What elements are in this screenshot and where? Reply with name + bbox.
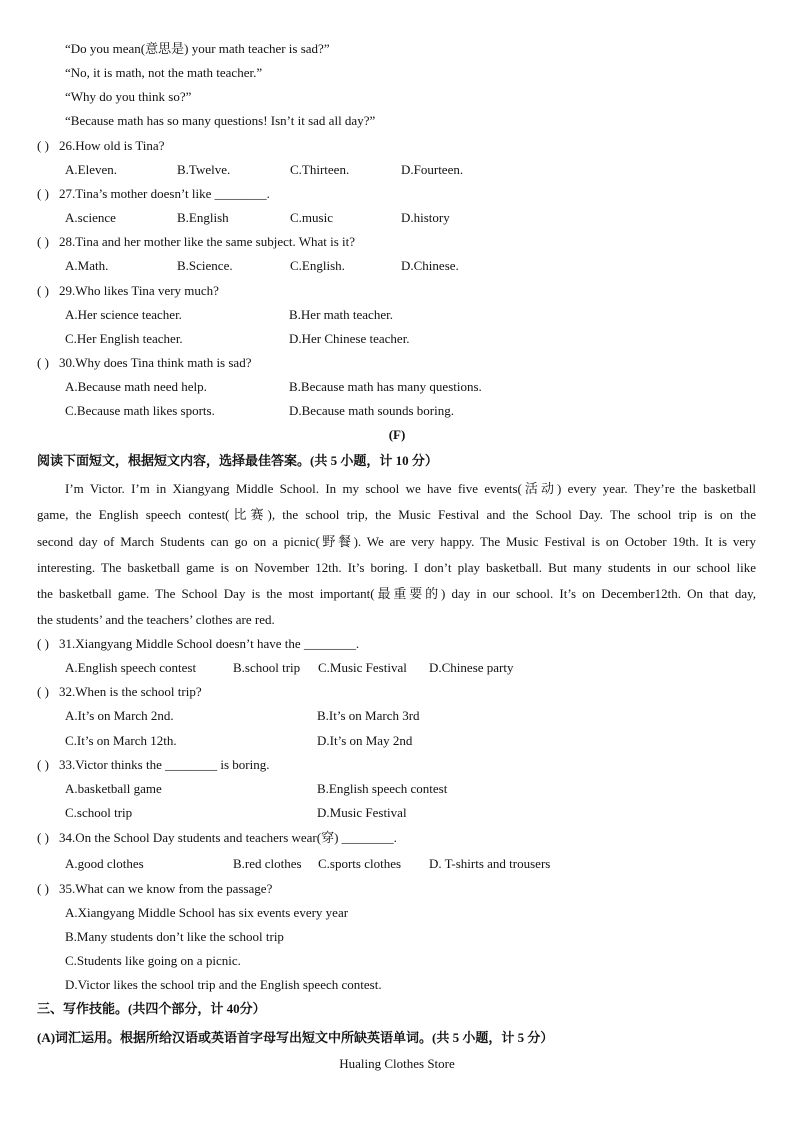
q27-option-b: B.English bbox=[177, 210, 229, 225]
q33-option-a: A.basketball game bbox=[65, 781, 162, 796]
answer-paren: ( ) bbox=[37, 234, 49, 249]
answer-paren: ( ) bbox=[37, 138, 49, 153]
section-f-instruction: 阅读下面短文，根据短文内容，选择最佳答案。(共 5 小题，计 10 分） bbox=[37, 453, 438, 468]
answer-paren: ( ) bbox=[37, 355, 49, 370]
question-28-stem: 28.Tina and her mother like the same subject. What is it? bbox=[59, 234, 356, 249]
question-33-stem: 33.Victor thinks the ________ is boring. bbox=[59, 757, 270, 772]
passage-line: I’m Victor. I’m in Xiangyang Middle School. In my school we have five events(活动) every year. They’re the basketball bbox=[65, 481, 756, 496]
q29-option-b: B.Her math teacher. bbox=[289, 307, 393, 322]
q35-option-d: D.Victor likes the school trip and the English speech contest. bbox=[65, 977, 382, 992]
q35-option-c: C.Students like going on a picnic. bbox=[65, 953, 241, 968]
part-3-heading: 三、写作技能。(共四个部分，计 40分） bbox=[37, 1001, 266, 1016]
q29-option-a: A.Her science teacher. bbox=[65, 307, 182, 322]
passage-line: game, the English speech contest(比赛), the school trip, the Music Festival and the School Day. The school trip is on the bbox=[37, 507, 756, 522]
answer-paren: ( ) bbox=[37, 830, 49, 845]
answer-paren: ( ) bbox=[37, 757, 49, 772]
part-3-sub-a-instruction: (A)词汇运用。根据所给汉语或英语首字母写出短文中所缺英语单词。(共 5 小题，计 5 分） bbox=[37, 1030, 554, 1045]
q29-option-d: D.Her Chinese teacher. bbox=[289, 331, 410, 346]
q33-option-b: B.English speech contest bbox=[317, 781, 448, 796]
question-27-stem: 27.Tina’s mother doesn’t like ________. bbox=[59, 186, 270, 201]
answer-paren: ( ) bbox=[37, 186, 49, 201]
q31-option-d: D.Chinese party bbox=[429, 660, 514, 675]
q30-option-d: D.Because math sounds boring. bbox=[289, 403, 455, 418]
answer-paren: ( ) bbox=[37, 881, 49, 896]
q32-option-a: A.It’s on March 2nd. bbox=[65, 708, 174, 723]
q28-option-d: D.Chinese. bbox=[401, 258, 459, 273]
store-title: Hualing Clothes Store bbox=[339, 1056, 455, 1071]
q27-option-d: D.history bbox=[401, 210, 450, 225]
dialogue-line: “Because math has so many questions! Isn’t it sad all day?” bbox=[65, 113, 376, 128]
passage-line: second day of March Students can go on a picnic(野餐). We are very happy. The Music Festival is on October 19th. It is very bbox=[37, 534, 756, 549]
passage-line: interesting. The basketball game is on November 12th. It’s boring. I don’t play basketball. But many students in our school like bbox=[37, 560, 756, 575]
q26-option-a: A.Eleven. bbox=[65, 162, 117, 177]
dialogue-line: “No, it is math, not the math teacher.” bbox=[65, 65, 263, 80]
q34-option-b: B.red clothes bbox=[233, 856, 302, 871]
q31-option-c: C.Music Festival bbox=[318, 660, 407, 675]
q32-option-c: C.It’s on March 12th. bbox=[65, 733, 177, 748]
section-f-title: (F) bbox=[388, 427, 406, 442]
q26-option-d: D.Fourteen. bbox=[401, 162, 464, 177]
question-35-stem: 35.What can we know from the passage? bbox=[59, 881, 273, 896]
q26-option-c: C.Thirteen. bbox=[290, 162, 350, 177]
q35-option-b: B.Many students don’t like the school trip bbox=[65, 929, 284, 944]
q29-option-c: C.Her English teacher. bbox=[65, 331, 183, 346]
question-34-stem: 34.On the School Day students and teachers wear(穿) ________. bbox=[59, 830, 397, 845]
dialogue-line: “Why do you think so?” bbox=[65, 89, 192, 104]
q34-option-a: A.good clothes bbox=[65, 856, 144, 871]
q27-option-c: C.music bbox=[290, 210, 333, 225]
q31-option-b: B.school trip bbox=[233, 660, 301, 675]
q33-option-d: D.Music Festival bbox=[317, 805, 407, 820]
question-31-stem: 31.Xiangyang Middle School doesn’t have the ________. bbox=[59, 636, 360, 651]
q26-option-b: B.Twelve. bbox=[177, 162, 231, 177]
passage-line: the students’ and the teachers’ clothes are red. bbox=[37, 612, 275, 627]
q32-option-d: D.It’s on May 2nd bbox=[317, 733, 413, 748]
question-26-stem: 26.How old is Tina? bbox=[59, 138, 165, 153]
q28-option-a: A.Math. bbox=[65, 258, 109, 273]
q35-option-a: A.Xiangyang Middle School has six events every year bbox=[65, 905, 349, 920]
answer-paren: ( ) bbox=[37, 636, 49, 651]
q33-option-c: C.school trip bbox=[65, 805, 133, 820]
q28-option-b: B.Science. bbox=[177, 258, 233, 273]
q34-option-c: C.sports clothes bbox=[318, 856, 402, 871]
q34-option-d: D. T-shirts and trousers bbox=[429, 856, 551, 871]
question-29-stem: 29.Who likes Tina very much? bbox=[59, 283, 219, 298]
q30-option-a: A.Because math need help. bbox=[65, 379, 207, 394]
q27-option-a: A.science bbox=[65, 210, 116, 225]
passage-line: the basketball game. The School Day is the most important(最重要的) day in our school. It’s on December12th. On that day, bbox=[37, 586, 756, 601]
q32-option-b: B.It’s on March 3rd bbox=[317, 708, 420, 723]
q28-option-c: C.English. bbox=[290, 258, 345, 273]
question-30-stem: 30.Why does Tina think math is sad? bbox=[59, 355, 252, 370]
q31-option-a: A.English speech contest bbox=[65, 660, 197, 675]
q30-option-b: B.Because math has many questions. bbox=[289, 379, 482, 394]
answer-paren: ( ) bbox=[37, 283, 49, 298]
question-32-stem: 32.When is the school trip? bbox=[59, 684, 202, 699]
dialogue-line: “Do you mean(意思是) your math teacher is sad?” bbox=[65, 41, 330, 56]
answer-paren: ( ) bbox=[37, 684, 49, 699]
q30-option-c: C.Because math likes sports. bbox=[65, 403, 215, 418]
